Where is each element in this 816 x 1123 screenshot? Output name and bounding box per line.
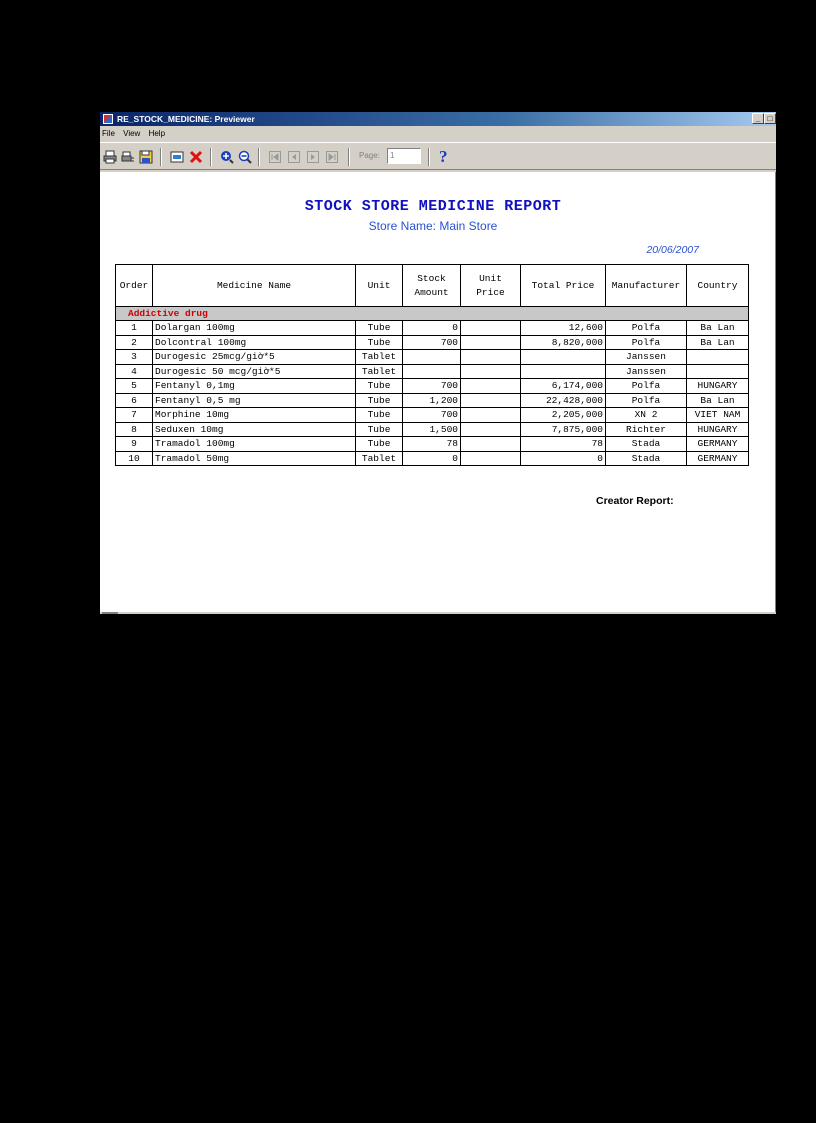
cell-unit-price — [461, 321, 521, 336]
cell-country: Ba Lan — [687, 393, 749, 408]
cell-unit: Tube — [356, 437, 403, 452]
cell-unit: Tablet — [356, 364, 403, 379]
cell-stock-amount — [403, 364, 461, 379]
cell-order: 5 — [116, 379, 153, 394]
cell-manufacturer: Polfa — [606, 335, 687, 350]
cell-unit: Tube — [356, 335, 403, 350]
menu-file[interactable]: File — [102, 129, 115, 138]
table-row — [116, 393, 749, 408]
cell-unit-price — [461, 422, 521, 437]
col-order: Order — [116, 265, 153, 307]
cell-stock-amount — [403, 350, 461, 365]
cell-stock-amount: 78 — [403, 437, 461, 452]
cell-unit-price — [461, 408, 521, 423]
table-row — [116, 350, 749, 365]
group-row — [116, 307, 749, 321]
page-number-input[interactable]: 1 — [387, 148, 421, 164]
table-row — [116, 408, 749, 423]
cell-medicine-name: Seduxen 10mg — [153, 422, 356, 437]
toolbar-separator — [258, 148, 260, 166]
toolbar — [100, 142, 776, 170]
col-unit-price: Unit Price — [461, 265, 521, 307]
cell-total-price — [521, 350, 606, 365]
table-row — [116, 437, 749, 452]
cell-country: HUNGARY — [687, 379, 749, 394]
cell-medicine-name: Tramadol 50mg — [153, 451, 356, 466]
cell-manufacturer: Polfa — [606, 321, 687, 336]
cell-manufacturer: Polfa — [606, 393, 687, 408]
cell-total-price: 8,820,000 — [521, 335, 606, 350]
cell-unit-price — [461, 393, 521, 408]
toolbar-separator — [210, 148, 212, 166]
report-preview — [100, 172, 776, 612]
cell-order: 9 — [116, 437, 153, 452]
table-row — [116, 364, 749, 379]
cell-manufacturer: Polfa — [606, 379, 687, 394]
cell-country: VIET NAM — [687, 408, 749, 423]
report-date: 20/06/2007 — [646, 244, 699, 256]
cell-stock-amount: 700 — [403, 408, 461, 423]
cell-medicine-name: Dolargan 100mg — [153, 321, 356, 336]
group-tree-icon[interactable] — [169, 149, 185, 165]
cell-medicine-name: Morphine 10mg — [153, 408, 356, 423]
cell-unit: Tube — [356, 393, 403, 408]
cell-total-price — [521, 364, 606, 379]
cell-order: 3 — [116, 350, 153, 365]
zoom-in-icon[interactable] — [219, 149, 235, 165]
cell-order: 10 — [116, 451, 153, 466]
cell-unit: Tube — [356, 422, 403, 437]
app-icon — [103, 114, 113, 124]
cell-unit-price — [461, 364, 521, 379]
cell-order: 6 — [116, 393, 153, 408]
cell-stock-amount: 700 — [403, 335, 461, 350]
cell-medicine-name: Durogesic 50 mcg/giờ*5 — [153, 364, 356, 379]
print-icon[interactable] — [102, 149, 118, 165]
menu-view[interactable]: View — [123, 129, 141, 138]
cell-manufacturer: Stada — [606, 451, 687, 466]
col-medicine-name: Medicine Name — [153, 265, 356, 307]
table-row — [116, 379, 749, 394]
cell-country: Ba Lan — [687, 321, 749, 336]
col-country: Country — [687, 265, 749, 307]
zoom-out-icon[interactable] — [237, 149, 253, 165]
col-stock-amount: Stock Amount — [403, 265, 461, 307]
cell-unit-price — [461, 451, 521, 466]
cell-total-price: 2,205,000 — [521, 408, 606, 423]
cell-medicine-name: Fentanyl 0,5 mg — [153, 393, 356, 408]
toolbar-separator — [428, 148, 430, 166]
menu-help[interactable]: Help — [148, 129, 166, 138]
cell-stock-amount: 700 — [403, 379, 461, 394]
help-icon[interactable]: ? — [439, 147, 448, 166]
print-setup-icon[interactable] — [120, 149, 136, 165]
cell-medicine-name: Tramadol 100mg — [153, 437, 356, 452]
minimize-button[interactable]: _ — [752, 113, 764, 124]
table-header-row — [116, 265, 749, 307]
cell-stock-amount: 1,500 — [403, 422, 461, 437]
cell-stock-amount: 1,200 — [403, 393, 461, 408]
window-controls — [752, 113, 776, 124]
col-manufacturer: Manufacturer — [606, 265, 687, 307]
cell-stock-amount: 0 — [403, 321, 461, 336]
cell-total-price: 22,428,000 — [521, 393, 606, 408]
cell-country — [687, 350, 749, 365]
cell-total-price: 7,875,000 — [521, 422, 606, 437]
last-page-icon[interactable] — [324, 149, 340, 165]
cell-medicine-name: Fentanyl 0,1mg — [153, 379, 356, 394]
cell-manufacturer: XN 2 — [606, 408, 687, 423]
window-title: RE_STOCK_MEDICINE: Previewer — [117, 114, 255, 124]
cell-total-price: 0 — [521, 451, 606, 466]
cell-order: 8 — [116, 422, 153, 437]
cell-unit: Tablet — [356, 451, 403, 466]
report-title: STOCK STORE MEDICINE REPORT — [304, 198, 562, 215]
table-row — [116, 335, 749, 350]
cell-unit: Tablet — [356, 350, 403, 365]
previewer-window — [100, 112, 776, 614]
cell-total-price: 78 — [521, 437, 606, 452]
cell-total-price: 12,600 — [521, 321, 606, 336]
cell-unit-price — [461, 437, 521, 452]
title-bar[interactable] — [100, 112, 776, 126]
cell-manufacturer: Janssen — [606, 350, 687, 365]
store-name: Store Name: Main Store — [368, 219, 498, 233]
cell-stock-amount: 0 — [403, 451, 461, 466]
cell-unit-price — [461, 350, 521, 365]
status-grip — [102, 612, 118, 614]
cell-unit: Tube — [356, 408, 403, 423]
cell-manufacturer: Stada — [606, 437, 687, 452]
cell-unit-price — [461, 379, 521, 394]
next-page-icon[interactable] — [305, 149, 321, 165]
cell-unit-price — [461, 335, 521, 350]
page-label: Page: — [359, 151, 380, 160]
menu-bar — [100, 127, 776, 141]
cell-country: GERMANY — [687, 437, 749, 452]
cell-order: 7 — [116, 408, 153, 423]
cell-manufacturer: Richter — [606, 422, 687, 437]
cell-order: 1 — [116, 321, 153, 336]
creator-report-label: Creator Report: — [596, 495, 674, 507]
table-row — [116, 451, 749, 466]
cell-unit: Tube — [356, 379, 403, 394]
cell-medicine-name: Dolcontral 100mg — [153, 335, 356, 350]
cell-country: GERMANY — [687, 451, 749, 466]
previous-page-icon[interactable] — [286, 149, 302, 165]
cell-total-price: 6,174,000 — [521, 379, 606, 394]
col-unit: Unit — [356, 265, 403, 307]
cell-medicine-name: Durogesic 25mcg/giờ*5 — [153, 350, 356, 365]
col-total-price: Total Price — [521, 265, 606, 307]
first-page-icon[interactable] — [267, 149, 283, 165]
cell-order: 4 — [116, 364, 153, 379]
group-label: Addictive drug — [116, 307, 749, 321]
close-icon[interactable] — [188, 149, 204, 165]
cell-manufacturer: Janssen — [606, 364, 687, 379]
export-icon[interactable] — [138, 149, 154, 165]
cell-country: Ba Lan — [687, 335, 749, 350]
cell-unit: Tube — [356, 321, 403, 336]
cell-order: 2 — [116, 335, 153, 350]
toolbar-separator — [348, 148, 350, 166]
cell-country — [687, 364, 749, 379]
cell-country: HUNGARY — [687, 422, 749, 437]
table-row — [116, 321, 749, 336]
toolbar-separator — [160, 148, 162, 166]
table-row — [116, 422, 749, 437]
maximize-button[interactable]: □ — [764, 113, 776, 124]
stock-table — [115, 264, 749, 466]
